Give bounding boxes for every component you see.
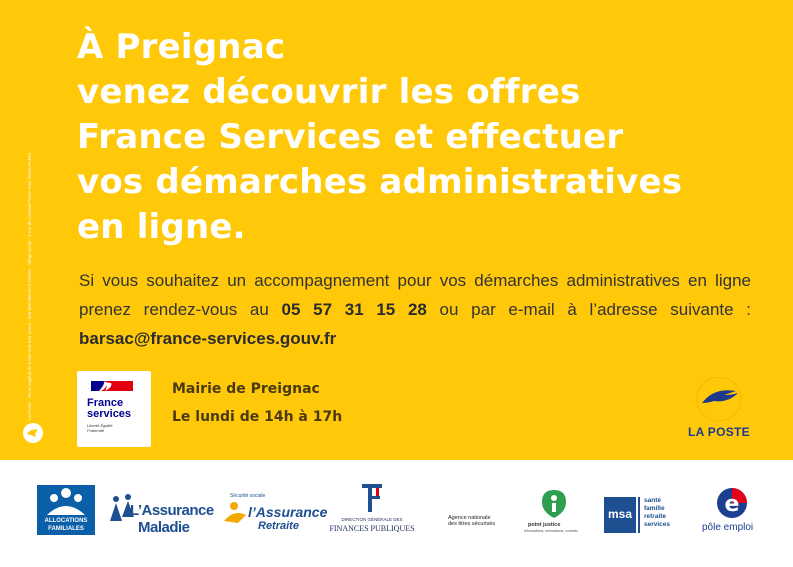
place-name: Mairie de Preignac (172, 381, 320, 397)
headline-line-1: À Preignac (77, 27, 286, 67)
msa-logo (604, 497, 689, 535)
assurance-retraite-top: Sécurité sociale (230, 493, 266, 499)
msa-divider (638, 497, 640, 533)
msa-line-3: retraite (644, 513, 667, 520)
la-poste-bird-icon (684, 377, 754, 425)
assurance-retraite-line-2: Retraite (258, 520, 299, 532)
point-justice-line-2: Informations, orientations, conseils (524, 529, 578, 533)
france-services-logo (77, 371, 151, 447)
partners-bar (0, 460, 793, 567)
msa-line-4: services (644, 521, 671, 528)
headline-line-5: en ligne. (77, 207, 246, 247)
la-poste-logo (684, 377, 754, 447)
la-poste-name: LA POSTE (688, 425, 750, 439)
svg-text:e: e (724, 492, 740, 517)
finances-publiques-line-1: DIRECTION GÉNÉRALE DES (341, 517, 403, 522)
legal-text: La Poste - SA au capital de 5 620 325 816 euros - 356 000 000 RCS PARIS - Siège social : 9 rue du Colonel Pierre Avia 75015 PARIS (27, 152, 32, 420)
ants-line-1: Agence nationale (448, 515, 491, 521)
pole-emploi-logo (700, 487, 770, 537)
headline-line-4: vos démarches administratives (77, 162, 683, 202)
marianne-icon (89, 379, 135, 393)
assurance-retraite-figure-icon (220, 501, 250, 525)
assurance-retraite-logo (218, 493, 328, 533)
msa-badge-text: msa (607, 507, 633, 521)
body-paragraph (79, 266, 751, 353)
headline-line-3: France Services et effectuer (77, 117, 624, 157)
pole-emploi-name: pôle emploi (702, 522, 754, 533)
opening-hours: Le lundi de 14h à 17h (172, 409, 343, 425)
legal-mention (27, 40, 37, 420)
ants-line-2: des titres sécurisés (448, 521, 496, 527)
phone-number[interactable]: 05 57 31 15 28 (281, 300, 427, 319)
caf-logo (37, 485, 95, 535)
finances-publiques-logo (322, 482, 422, 537)
assurance-maladie-line-1: L’Assurance (130, 502, 214, 519)
msa-badge (604, 497, 636, 533)
point-justice-logo (522, 490, 587, 535)
assurance-maladie-line-2: Maladie (138, 519, 190, 536)
body-text-2: ou par e-mail à l’adresse suivante : (426, 300, 752, 319)
msa-line-1: santé (644, 497, 661, 504)
caf-line-2: FAMILIALES (48, 526, 84, 532)
france-services-line-2: services (87, 408, 132, 420)
small-bird-icon (22, 422, 44, 444)
headline (77, 25, 757, 250)
headline-line-2: venez découvrir les offres (77, 72, 581, 112)
body-text-1: Si vous souhaitez un accompagnement pour vos démarches administratives en ligne prenez rendez-vous au (79, 271, 751, 319)
caf-people-icon (37, 485, 95, 517)
email-address[interactable]: barsac@france-services.gouv.fr (79, 329, 337, 348)
assurance-maladie-logo (106, 488, 214, 538)
pole-emploi-e-icon (714, 487, 750, 523)
finances-publiques-line-2: FINANCES PUBLIQUES (329, 524, 415, 533)
point-justice-icon (542, 490, 566, 518)
finances-publiques-emblem-icon (358, 482, 388, 514)
assurance-retraite-line-1: l’Assurance (248, 504, 328, 520)
france-services-line-1: France (87, 397, 124, 409)
ants-logo (448, 515, 518, 535)
france-services-devise: Liberté Égalité Fraternité (87, 423, 113, 433)
caf-line-1: ALLOCATIONS (44, 518, 88, 524)
point-justice-line-1: point justice (528, 522, 561, 528)
msa-line-2: famille (644, 505, 665, 512)
opening-info (172, 375, 342, 431)
